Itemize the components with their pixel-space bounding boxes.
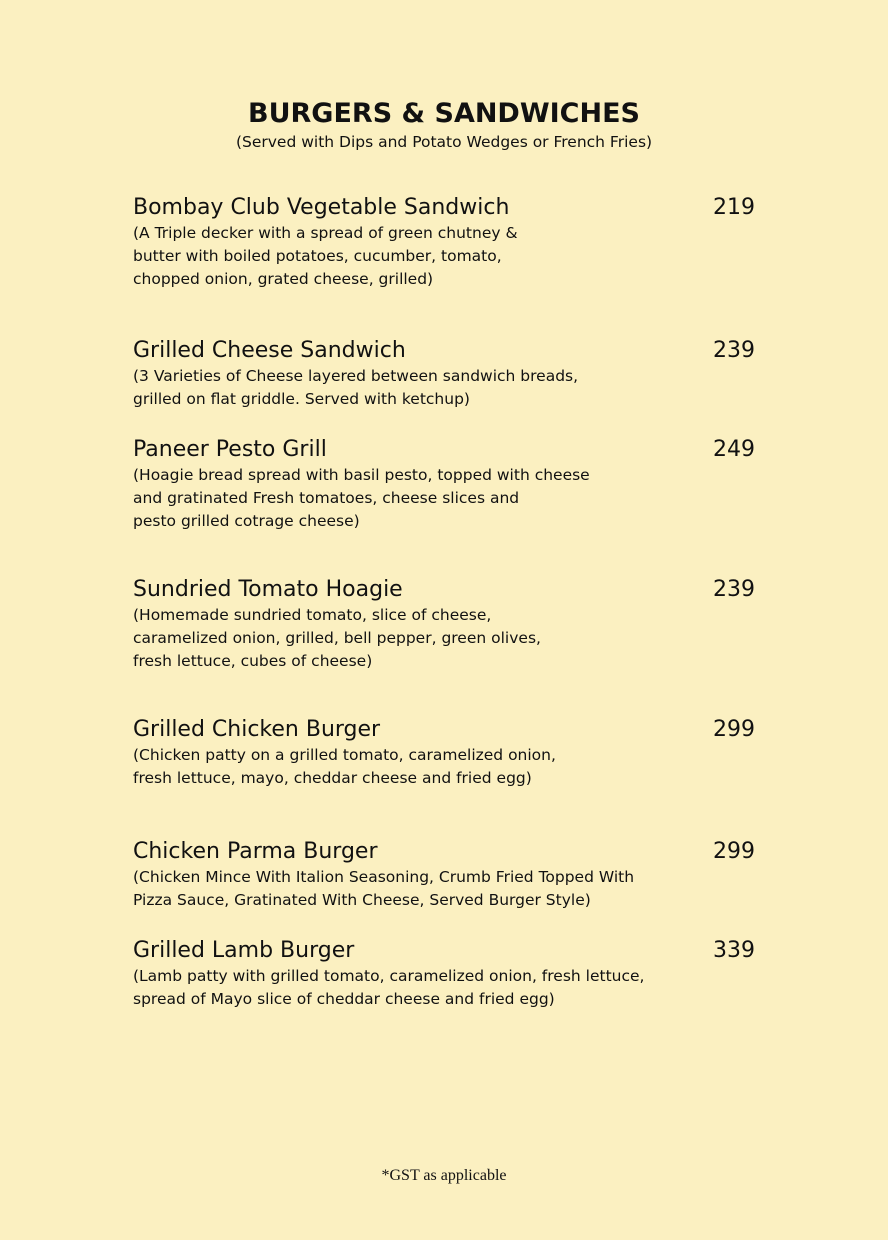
item-description-line: and gratinated Fresh tomatoes, cheese slices and xyxy=(133,489,520,507)
menu-item xyxy=(133,838,755,912)
item-description xyxy=(133,222,755,291)
item-description-line: Pizza Sauce, Gratinated With Cheese, Served Burger Style) xyxy=(133,891,591,909)
item-description xyxy=(133,604,755,673)
item-description-line: chopped onion, grated cheese, grilled) xyxy=(133,270,434,288)
item-description-line: (Chicken patty on a grilled tomato, caramelized onion, xyxy=(133,746,556,764)
item-description-line: fresh lettuce, mayo, cheddar cheese and fried egg) xyxy=(133,769,532,787)
item-description-line: (Homemade sundried tomato, slice of cheese, xyxy=(133,606,492,624)
item-description xyxy=(133,965,755,1011)
menu-item xyxy=(133,194,755,291)
item-price: 249 xyxy=(713,437,755,462)
item-description-line: (3 Varieties of Cheese layered between sandwich breads, xyxy=(133,367,579,385)
item-name: Chicken Parma Burger xyxy=(133,839,378,864)
menu-item xyxy=(133,937,755,1011)
item-description-line: fresh lettuce, cubes of cheese) xyxy=(133,652,373,670)
item-description-line: caramelized onion, grilled, bell pepper, green olives, xyxy=(133,629,541,647)
item-name: Paneer Pesto Grill xyxy=(133,437,327,462)
item-description-line: (A Triple decker with a spread of green chutney & xyxy=(133,224,518,242)
item-price: 299 xyxy=(713,717,755,742)
item-description-line: butter with boiled potatoes, cucumber, tomato, xyxy=(133,247,502,265)
menu-item xyxy=(133,436,755,533)
item-description-line: (Chicken Mince With Italion Seasoning, Crumb Fried Topped With xyxy=(133,868,635,886)
menu-item xyxy=(133,576,755,673)
item-name: Grilled Cheese Sandwich xyxy=(133,338,406,363)
item-description-line: (Lamb patty with grilled tomato, caramelized onion, fresh lettuce, xyxy=(133,967,645,985)
item-description-line: spread of Mayo slice of cheddar cheese and fried egg) xyxy=(133,990,555,1008)
item-description xyxy=(133,464,755,533)
menu-item xyxy=(133,716,755,790)
item-description-line: (Hoagie bread spread with basil pesto, topped with cheese xyxy=(133,466,590,484)
item-description xyxy=(133,744,755,790)
item-description-line: grilled on flat griddle. Served with ketchup) xyxy=(133,390,470,408)
item-name: Sundried Tomato Hoagie xyxy=(133,577,403,602)
item-price: 219 xyxy=(713,195,755,220)
item-name: Grilled Lamb Burger xyxy=(133,938,355,963)
item-name: Grilled Chicken Burger xyxy=(133,717,381,742)
item-price: 299 xyxy=(713,839,755,864)
tax-note: *GST as applicable xyxy=(381,1167,507,1184)
item-price: 239 xyxy=(713,338,755,363)
item-name: Bombay Club Vegetable Sandwich xyxy=(133,195,510,220)
menu-item xyxy=(133,337,755,411)
item-price: 239 xyxy=(713,577,755,602)
page-subtitle: (Served with Dips and Potato Wedges or French Fries) xyxy=(235,133,653,151)
item-description xyxy=(133,365,755,411)
page-title: BURGERS & SANDWICHES xyxy=(248,98,640,129)
item-description xyxy=(133,866,755,912)
item-price: 339 xyxy=(713,938,755,963)
item-description-line: pesto grilled cotrage cheese) xyxy=(133,512,360,530)
